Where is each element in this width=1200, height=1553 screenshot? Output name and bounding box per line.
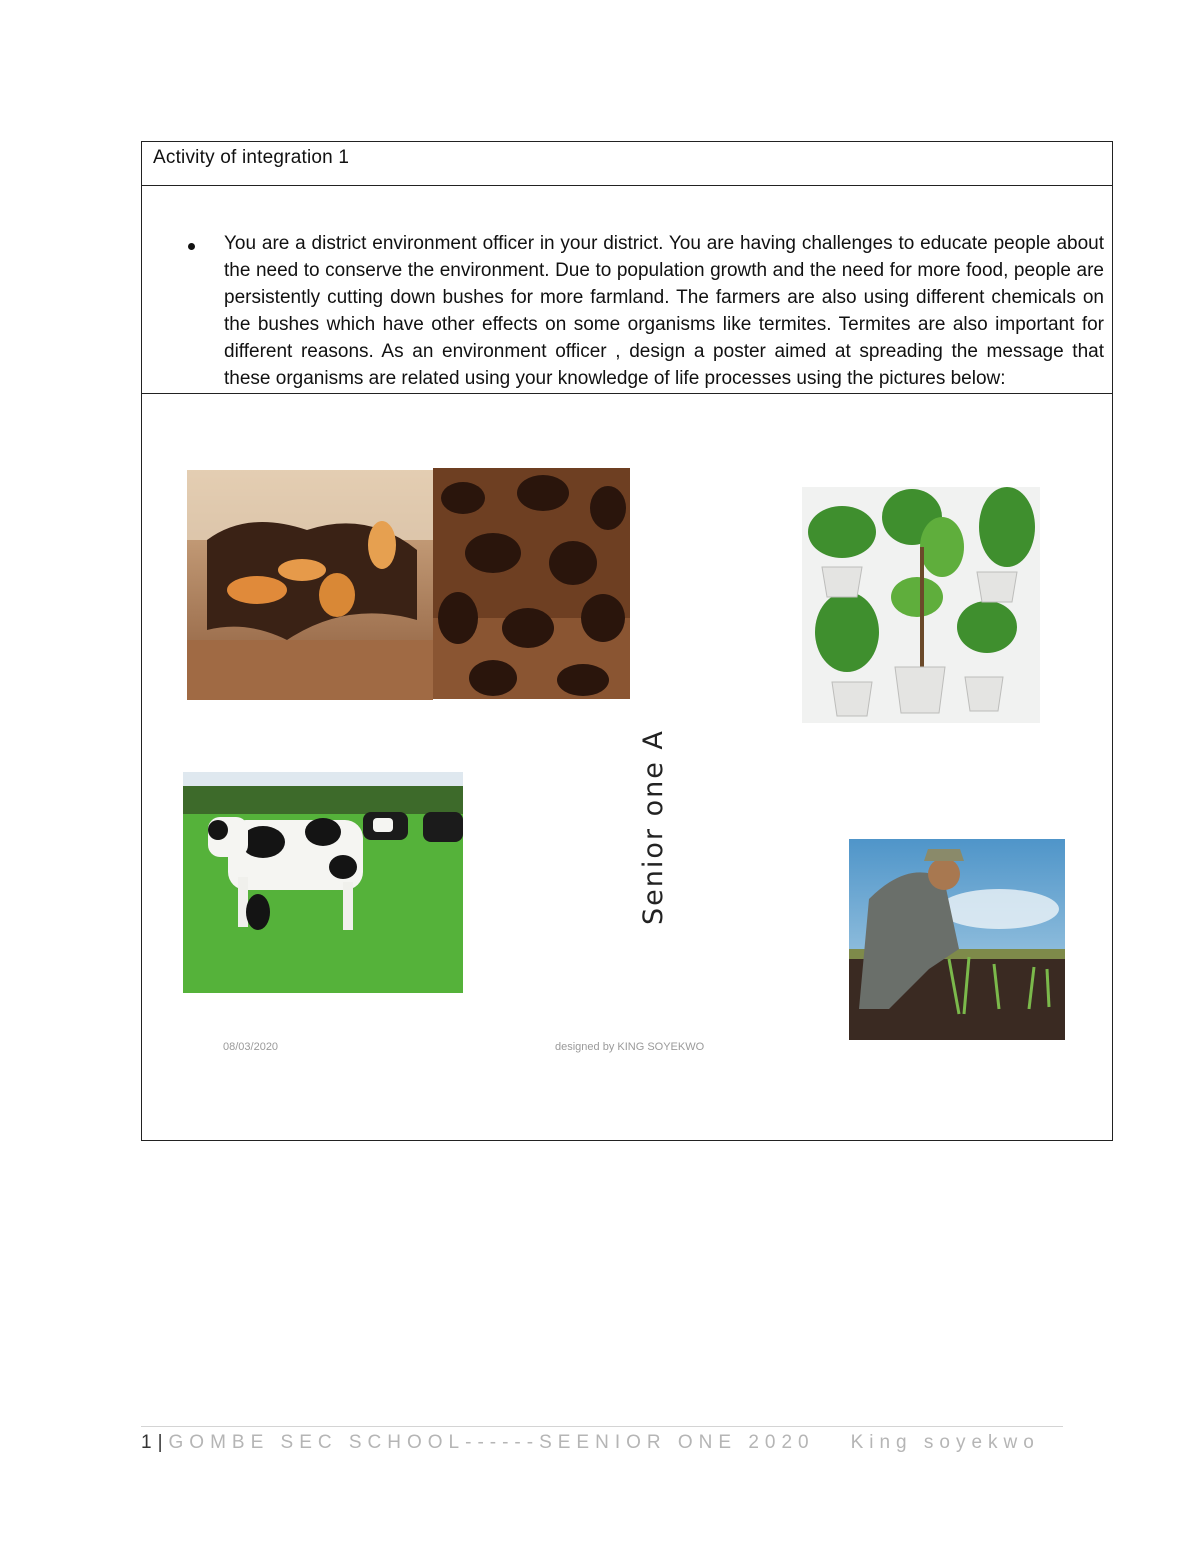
poster-class-label: Senior one A	[638, 729, 669, 925]
task-row	[142, 185, 1112, 394]
page-footer	[141, 1432, 1040, 1454]
footer-author: King soyekwo	[850, 1432, 1040, 1453]
termite-workers-photo	[433, 468, 630, 699]
potted-plants-photo	[802, 487, 1040, 723]
farmer-planting-photo	[849, 839, 1065, 1040]
poster-designer: designed by KING SOYEKWO	[555, 1041, 705, 1053]
footer-separator: |	[157, 1432, 169, 1453]
footer-school: GOMBE SEC SCHOOL------SEENIOR ONE 2020	[168, 1432, 815, 1453]
activity-heading: Activity of integration 1	[153, 147, 350, 168]
table-header-row	[142, 142, 1112, 186]
task-description: You are a district environment officer in your district. You are having challenges to educate people about the need to conserve the environment. Due to population growth and the need for more food, people are persistently cutting down bushes for more farmland. The farmers are also using different chemicals on the bushes which have other effects on some organisms like termites. Termites are also important for different reasons. As an environment officer , design a poster aimed at spreading the message that these organisms are related using your knowledge of life processes using the pictures below:	[224, 233, 1104, 389]
footer-divider	[141, 1426, 1063, 1427]
poster-date: 08/03/2020	[223, 1041, 279, 1053]
page-number: 1	[141, 1432, 158, 1453]
termites-photo	[187, 470, 433, 700]
bullet-icon	[188, 243, 195, 250]
grazing-cows-photo	[183, 772, 463, 993]
